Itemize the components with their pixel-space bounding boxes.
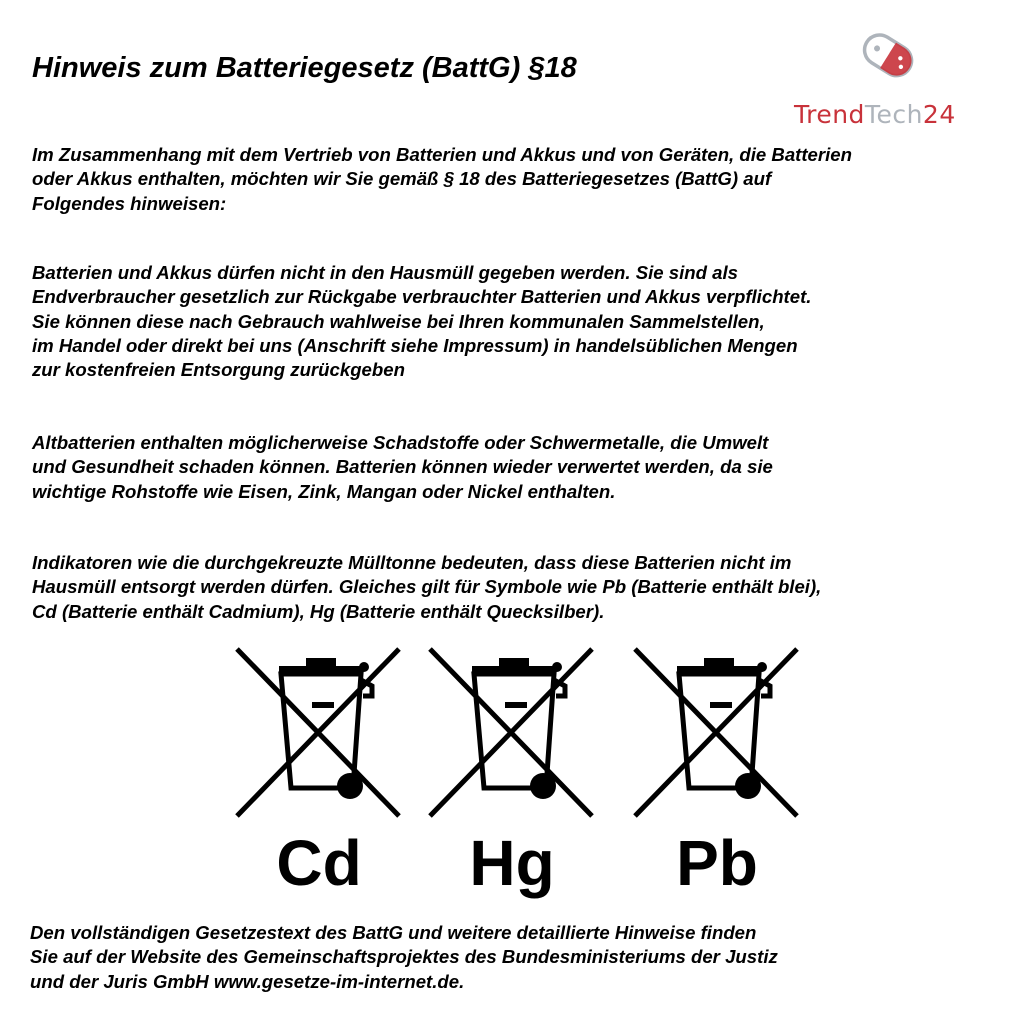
crossed-out-wheelie-bin-icon [632, 646, 802, 821]
paragraph-line: Sie können diese nach Gebrauch wahlweise bei Ihren kommunalen Sammelstellen, [32, 310, 765, 332]
hazards-paragraph [32, 431, 773, 504]
paragraph-line: im Handel oder direkt bei uns (Anschrift siehe Impressum) in handelsüblichen Mengen [32, 334, 798, 356]
paragraph-line: Cd (Batterie enthält Cadmium), Hg (Batterie enthält Quecksilber). [32, 600, 605, 622]
cadmium-battery-symbol [234, 646, 404, 899]
paragraph-line: Im Zusammenhang mit dem Vertrieb von Batterien und Akkus und von Geräten, die Batterien [32, 144, 853, 165]
paragraph-line: zur kostenfreien Entsorgung zurückgeben [32, 359, 405, 381]
intro-paragraph [32, 143, 852, 216]
paragraph-line: und der Juris GmbH www.gesetze-im-internet.de. [30, 970, 465, 992]
mercury-battery-symbol [427, 646, 597, 899]
page-title: Hinweis zum Batteriegesetz (BattG) §18 [32, 52, 577, 84]
footer-paragraph [30, 921, 778, 994]
symbol-label: Hg [469, 827, 555, 899]
paragraph-line: Hausmüll entsorgt werden dürfen. Gleiches gilt für Symbole wie Pb (Batterie enthält blei), [32, 576, 822, 598]
paragraph-line: Altbatterien enthalten möglicherweise Schadstoffe oder Schwermetalle, die Umwelt [32, 432, 769, 453]
paragraph-line: Batterien und Akkus dürfen nicht in den Hausmüll gegeben werden. Sie sind als [32, 262, 738, 283]
symbol-label: Cd [276, 827, 362, 899]
paragraph-line: Sie auf der Website des Gemeinschaftsprojektes des Bundesministeriums der Justiz [30, 946, 778, 968]
paragraph-line: Endverbraucher gesetzlich zur Rückgabe verbrauchter Batterien und Akkus verpflichtet. [32, 286, 812, 308]
indicators-paragraph [32, 551, 821, 624]
paragraph-line: wichtige Rohstoffe wie Eisen, Zink, Mangan oder Nickel enthalten. [32, 480, 616, 502]
crossed-out-wheelie-bin-icon [234, 646, 404, 821]
game-controller-icon [852, 26, 922, 88]
paragraph-line: Den vollständigen Gesetzestext des BattG und weitere detaillierte Hinweise finden [30, 922, 757, 943]
paragraph-line: Indikatoren wie die durchgekreuzte Mülltonne bedeuten, dass diese Batterien nicht im [32, 552, 792, 573]
logo-wordmark: TrendTech24 [794, 100, 956, 129]
disposal-paragraph [32, 261, 811, 382]
trendtech24-logo [790, 26, 990, 130]
lead-battery-symbol [632, 646, 802, 899]
paragraph-line: und Gesundheit schaden können. Batterien können wieder verwertet werden, da sie [32, 456, 773, 478]
symbol-label: Pb [676, 827, 758, 899]
crossed-out-wheelie-bin-icon [427, 646, 597, 821]
paragraph-line: oder Akkus enthalten, möchten wir Sie gemäß § 18 des Batteriegesetzes (BattG) auf [32, 168, 772, 190]
paragraph-line: Folgendes hinweisen: [32, 192, 227, 214]
